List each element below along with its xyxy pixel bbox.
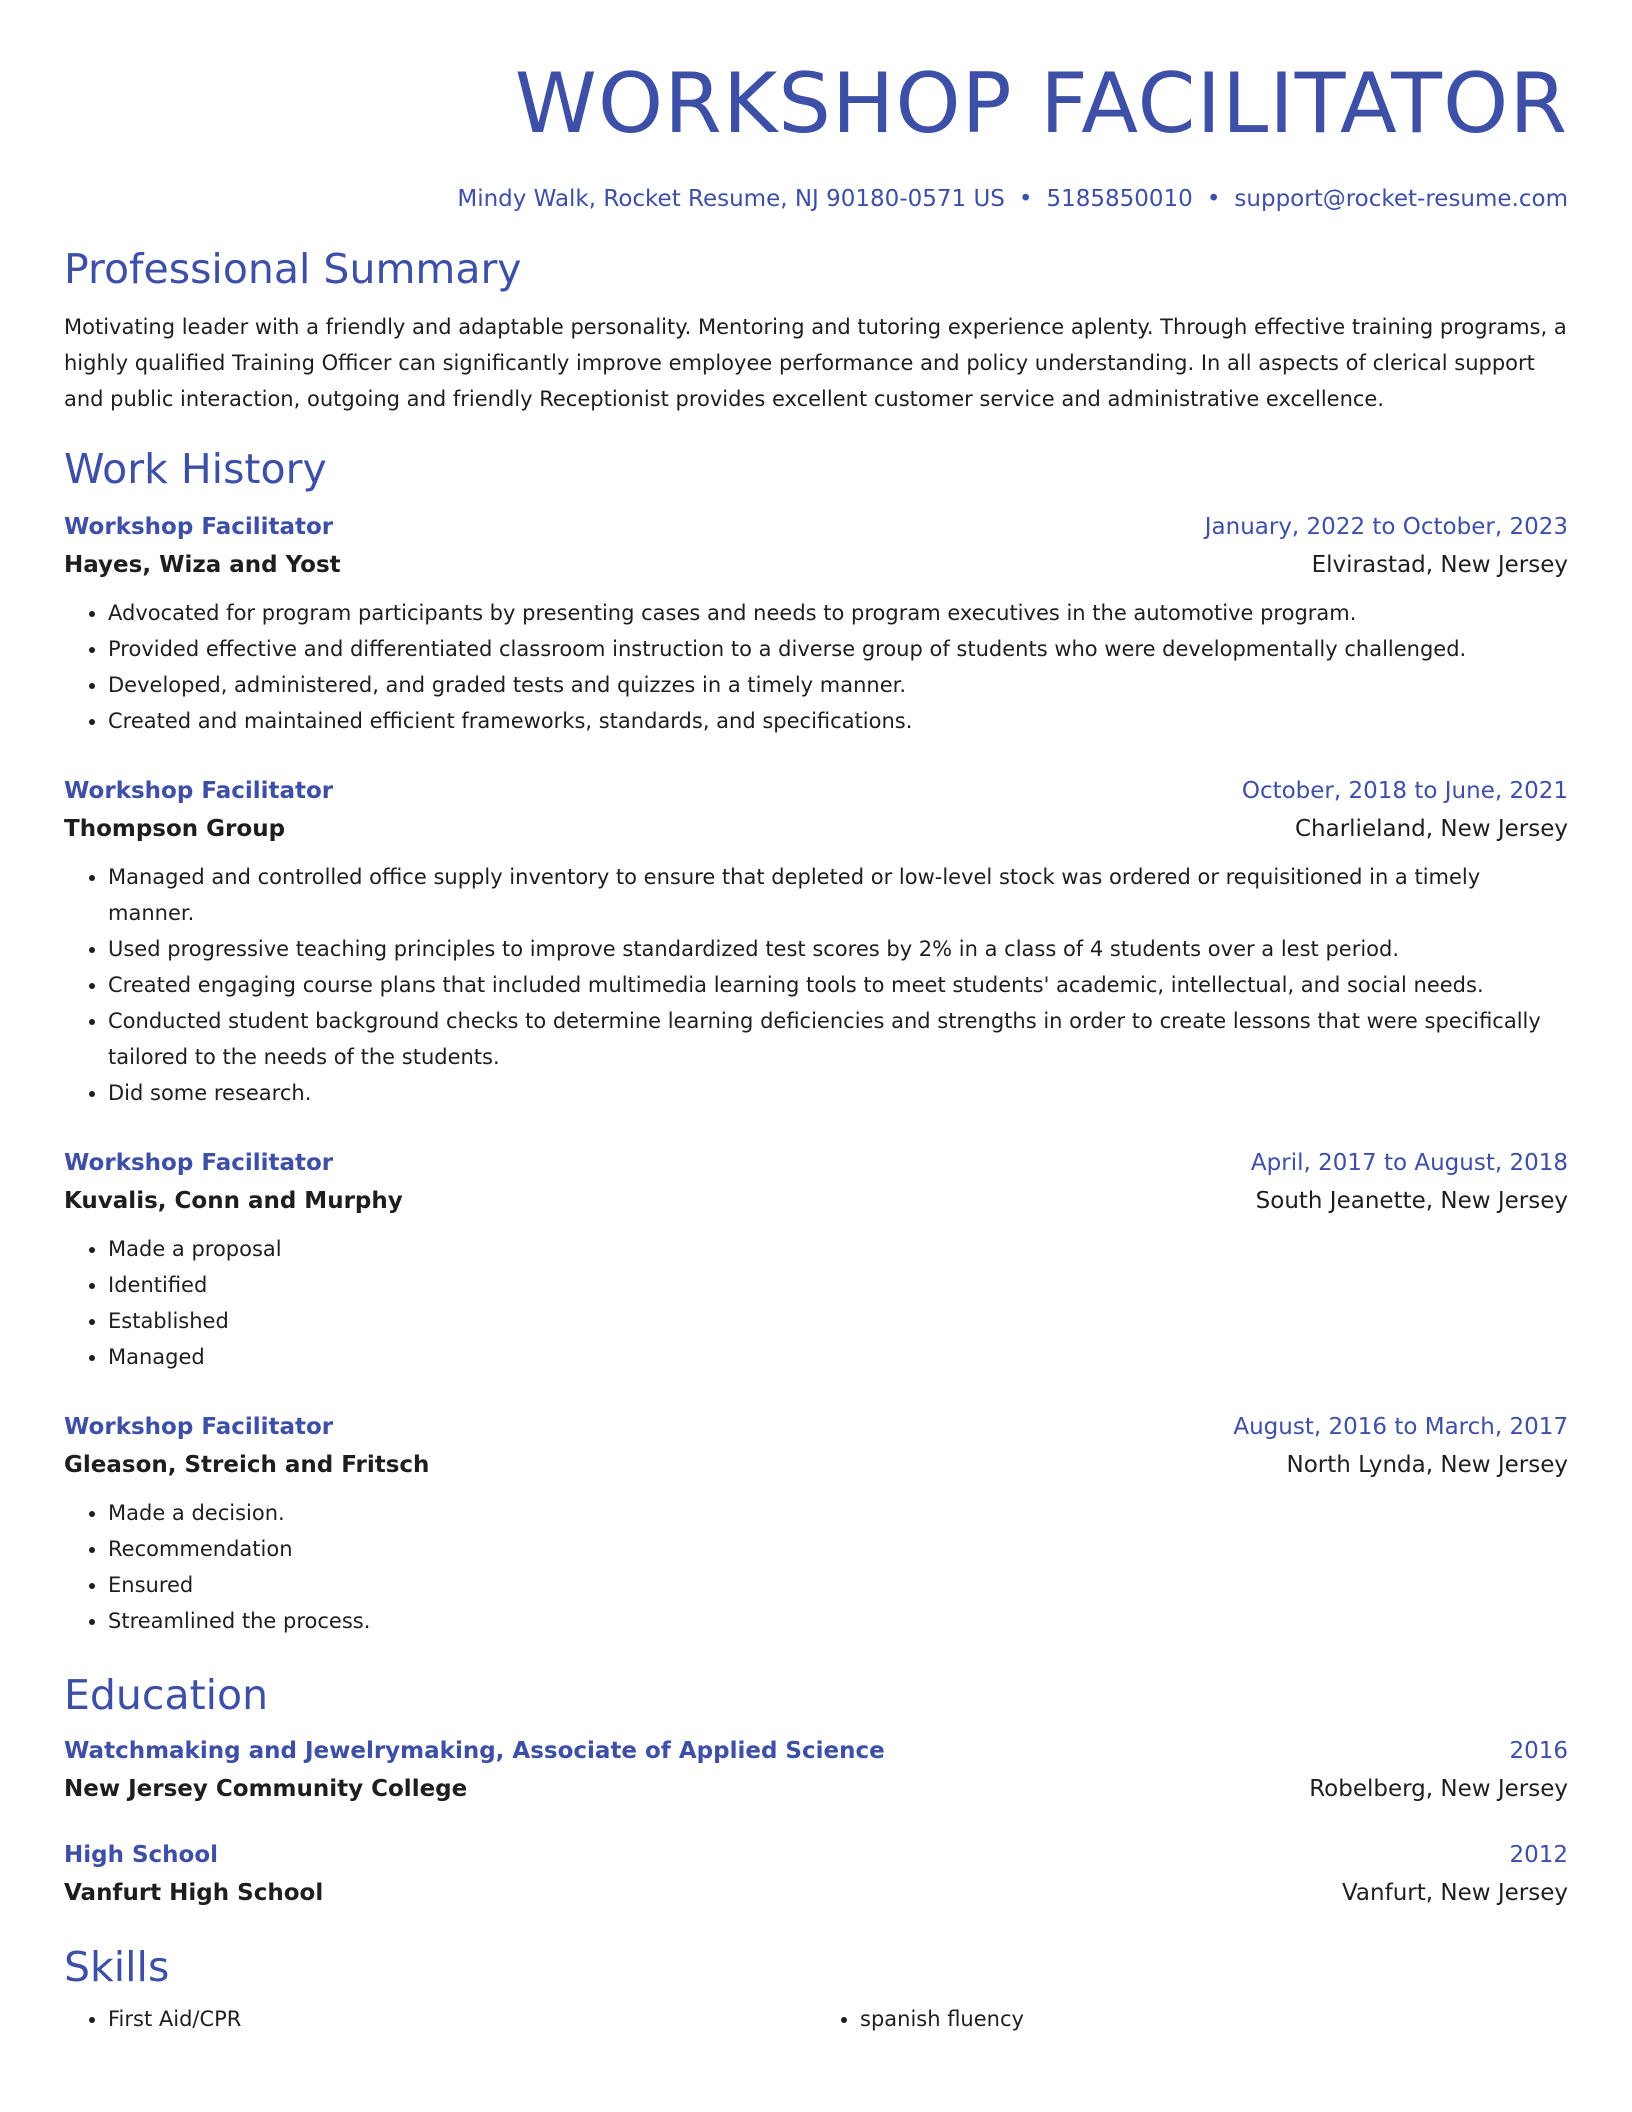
job-entry xyxy=(64,773,1568,1111)
education-location: Vanfurt, New Jersey xyxy=(1341,1880,1568,1906)
job-bullet: • Conducted student background checks to determine learning deficiencies and strengths in order to create lessons that were specifically tailored to the needs of the students. xyxy=(108,1003,1568,1075)
job-bullet: • Used progressive teaching principles to improve standardized test scores by 2% in a class of 4 students over a lest period. xyxy=(108,931,1568,967)
job-company: Hayes, Wiza and Yost xyxy=(64,552,341,578)
education-year: 2012 xyxy=(1509,1842,1568,1868)
job-company: Gleason, Streich and Fritsch xyxy=(64,1452,430,1478)
resume-title: WORKSHOP FACILITATOR xyxy=(514,55,1568,152)
job-bullets xyxy=(64,1495,1568,1639)
education-heading: Education xyxy=(64,1671,269,1719)
job-bullets xyxy=(64,1231,1568,1375)
resume-page xyxy=(64,0,1568,2037)
job-bullets xyxy=(64,859,1568,1111)
job-dates: August, 2016 to March, 2017 xyxy=(1233,1414,1568,1440)
job-entry xyxy=(64,1409,1568,1639)
job-bullet: • Provided effective and differentiated classroom instruction to a diverse group of students who were developmentally challenged. xyxy=(108,631,1568,667)
job-bullet: • Identified xyxy=(108,1267,1568,1303)
contact-address: Mindy Walk, Rocket Resume, NJ 90180-0571 US xyxy=(457,186,1005,212)
job-company: Thompson Group xyxy=(64,816,286,842)
job-dates: October, 2018 to June, 2021 xyxy=(1241,778,1568,804)
job-bullet: • Did some research. xyxy=(108,1075,1568,1111)
contact-phone: 5185850010 xyxy=(1046,186,1193,212)
job-title: Workshop Facilitator xyxy=(64,778,334,804)
skill-item: • First Aid/CPR xyxy=(108,2001,816,2037)
education-school: New Jersey Community College xyxy=(64,1776,468,1802)
job-bullet: • Established xyxy=(108,1303,1568,1339)
job-bullet: • Made a proposal xyxy=(108,1231,1568,1267)
job-title: Workshop Facilitator xyxy=(64,1150,334,1176)
skills-heading: Skills xyxy=(64,1943,170,1991)
job-bullet: • Managed xyxy=(108,1339,1568,1375)
job-bullet: • Ensured xyxy=(108,1567,1568,1603)
contact-email: support@rocket-resume.com xyxy=(1234,186,1568,212)
job-entry xyxy=(64,509,1568,739)
job-bullet: • Managed and controlled office supply inventory to ensure that depleted or low-level stock was ordered or requisitioned in a timely manner. xyxy=(108,859,1568,931)
work-history-heading: Work History xyxy=(64,445,327,493)
job-bullet: • Developed, administered, and graded tests and quizzes in a timely manner. xyxy=(108,667,1568,703)
education-entry xyxy=(64,1733,1568,1809)
job-bullet: • Made a decision. xyxy=(108,1495,1568,1531)
education-school: Vanfurt High School xyxy=(64,1880,324,1906)
job-dates: January, 2022 to October, 2023 xyxy=(1204,514,1568,540)
education-year: 2016 xyxy=(1509,1738,1568,1764)
job-entry xyxy=(64,1145,1568,1375)
summary-text: Motivating leader with a friendly and adaptable personality. Mentoring and tutoring experience aplenty. Through effective training programs, a highly qualified Training Officer can significantly improve employee performance and policy understanding. In all aspects of clerical support and public interaction, outgoing and friendly Receptionist provides excellent customer service and administrative excellence. xyxy=(64,315,1567,411)
contact-separator: • xyxy=(1018,186,1033,212)
job-company: Kuvalis, Conn and Murphy xyxy=(64,1188,403,1214)
job-location: Charlieland, New Jersey xyxy=(1294,816,1568,842)
education-location: Robelberg, New Jersey xyxy=(1309,1776,1568,1802)
job-title: Workshop Facilitator xyxy=(64,514,334,540)
job-location: Elvirastad, New Jersey xyxy=(1311,552,1568,578)
skills-column-right xyxy=(816,2001,1568,2037)
job-title: Workshop Facilitator xyxy=(64,1414,334,1440)
job-location: South Jeanette, New Jersey xyxy=(1255,1188,1568,1214)
education-degree: Watchmaking and Jewelrymaking, Associate of Applied Science xyxy=(64,1738,885,1764)
job-bullet: • Streamlined the process. xyxy=(108,1603,1568,1639)
job-bullet: • Recommendation xyxy=(108,1531,1568,1567)
skill-item: • spanish fluency xyxy=(860,2001,1568,2037)
job-location: North Lynda, New Jersey xyxy=(1286,1452,1568,1478)
summary-heading: Professional Summary xyxy=(64,245,522,293)
skills-grid xyxy=(64,2001,1568,2037)
education-degree: High School xyxy=(64,1842,219,1868)
job-bullet: • Advocated for program participants by presenting cases and needs to program executives in the automotive program. xyxy=(108,595,1568,631)
contact-separator: • xyxy=(1206,186,1221,212)
skills-column-left xyxy=(64,2001,816,2037)
job-bullet: • Created and maintained efficient frameworks, standards, and specifications. xyxy=(108,703,1568,739)
job-bullet: • Created engaging course plans that included multimedia learning tools to meet students' academic, intellectual, and social needs. xyxy=(108,967,1568,1003)
contact-line xyxy=(64,183,1568,215)
job-dates: April, 2017 to August, 2018 xyxy=(1250,1150,1568,1176)
job-bullets xyxy=(64,595,1568,739)
education-entry xyxy=(64,1837,1568,1913)
